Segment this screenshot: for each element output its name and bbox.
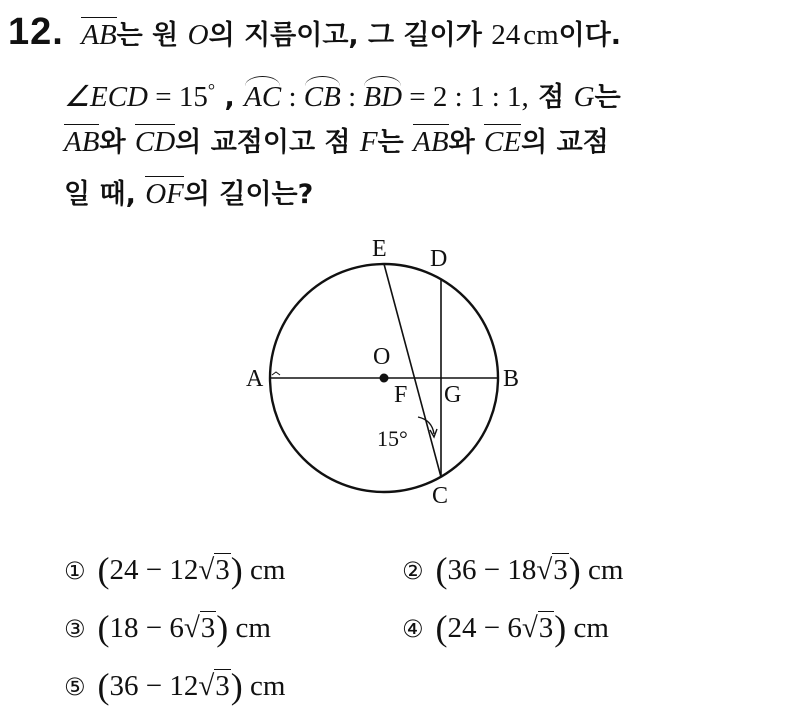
caret-mark bbox=[272, 372, 280, 375]
unit-cm: cm bbox=[250, 670, 286, 702]
label-b: B bbox=[503, 366, 520, 392]
question-text: 의 길이는? bbox=[183, 179, 314, 210]
segment-cd: CD bbox=[134, 126, 176, 158]
angle-value: = 15 bbox=[148, 81, 208, 113]
minus-sign: − bbox=[476, 554, 508, 586]
colon: : bbox=[340, 81, 364, 113]
question-text: 와 bbox=[99, 127, 135, 158]
angle-label: 15° bbox=[377, 426, 408, 451]
choice-5[interactable]: ⑤ (36 − 12√3) cm bbox=[64, 666, 286, 706]
radicand: 3 bbox=[215, 554, 230, 586]
minus-sign: − bbox=[476, 612, 508, 644]
question-text: 점 bbox=[528, 82, 574, 113]
choice-4[interactable]: ④ (24 − 6√3) cm bbox=[402, 608, 609, 648]
choice-2[interactable]: ② (36 − 18√3) cm bbox=[402, 550, 624, 590]
choice-term: 36 bbox=[447, 554, 477, 586]
choice-term: 18 bbox=[109, 612, 139, 644]
choice-coefficient: 6 bbox=[169, 612, 184, 644]
minus-sign: − bbox=[138, 554, 170, 586]
choice-1[interactable]: ① (24 − 12√3) cm bbox=[64, 550, 286, 590]
choice-coefficient: 12 bbox=[169, 670, 199, 702]
label-a: A bbox=[246, 366, 264, 392]
choice-3[interactable]: ③ (18 − 6√3) cm bbox=[64, 608, 271, 648]
choice-marker: ② bbox=[402, 557, 424, 585]
choice-coefficient: 6 bbox=[507, 612, 522, 644]
question-text: 는 원 bbox=[116, 20, 188, 51]
radicand: 3 bbox=[538, 612, 554, 644]
segment-ab: AB bbox=[64, 126, 100, 158]
arc-cb: CB bbox=[303, 81, 341, 113]
center-point-o bbox=[380, 374, 389, 383]
point-f-ref: F bbox=[359, 126, 378, 158]
label-c: C bbox=[432, 483, 449, 509]
colon: : bbox=[281, 81, 304, 113]
question-text: 의 교점이고 점 bbox=[175, 127, 360, 158]
choice-coefficient: 18 bbox=[507, 554, 537, 586]
choice-marker: ④ bbox=[402, 615, 424, 643]
choice-term: 24 bbox=[109, 554, 139, 586]
question-text: 의 교점 bbox=[521, 127, 609, 158]
segment-of: OF bbox=[145, 178, 184, 210]
label-f: F bbox=[394, 382, 408, 408]
question-text: 이다. bbox=[558, 20, 622, 51]
angle-ecd: ∠ECD bbox=[64, 81, 148, 113]
separator: , bbox=[215, 82, 245, 113]
arc-ratio: = 2 : 1 : 1, bbox=[402, 81, 529, 113]
choice-marker: ⑤ bbox=[64, 673, 86, 701]
degree-sign: ° bbox=[207, 80, 216, 100]
question-text: 일 때, bbox=[64, 179, 146, 210]
choice-marker: ① bbox=[64, 557, 86, 585]
unit-cm: cm bbox=[588, 554, 624, 586]
segment-ab: AB bbox=[81, 19, 117, 51]
question-text: 와 bbox=[448, 127, 485, 158]
question-text: 는 bbox=[377, 127, 414, 158]
unit-cm: cm bbox=[573, 612, 609, 644]
choice-marker: ③ bbox=[64, 615, 86, 643]
unit-cm: cm bbox=[250, 554, 286, 586]
label-d: D bbox=[430, 246, 448, 272]
question-number: 12. bbox=[8, 11, 64, 53]
unit-cm: cm bbox=[523, 19, 559, 51]
label-o: O bbox=[373, 344, 391, 370]
label-e: E bbox=[372, 236, 387, 262]
segment-ce: CE bbox=[484, 126, 522, 158]
question-text: 의 지름이고, 그 길이가 bbox=[208, 20, 492, 51]
question-text: 는 bbox=[594, 82, 621, 113]
minus-sign: − bbox=[138, 612, 170, 644]
choice-term: 24 bbox=[447, 612, 477, 644]
arc-bd: BD bbox=[363, 81, 403, 113]
segment-ab: AB bbox=[413, 126, 449, 158]
radicand: 3 bbox=[553, 554, 568, 586]
arc-ac: AC bbox=[244, 81, 282, 113]
minus-sign: − bbox=[138, 670, 170, 702]
point-g-ref: G bbox=[573, 81, 595, 113]
radicand: 3 bbox=[215, 670, 230, 702]
label-g: G bbox=[444, 382, 462, 408]
choice-coefficient: 12 bbox=[169, 554, 199, 586]
choice-term: 36 bbox=[109, 670, 139, 702]
unit-cm: cm bbox=[235, 612, 271, 644]
point-o-ref: O bbox=[187, 19, 209, 51]
diameter-length: 24 bbox=[491, 19, 521, 51]
radicand: 3 bbox=[200, 612, 216, 644]
